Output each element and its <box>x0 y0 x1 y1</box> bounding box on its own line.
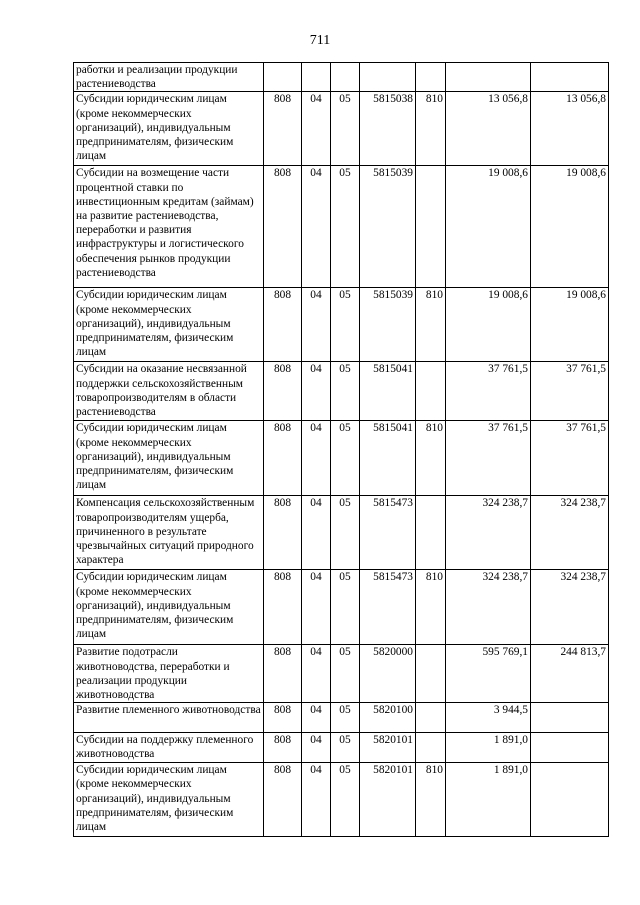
subsection-code: 05 <box>331 703 360 733</box>
row-name: Развитие подотрасли животноводства, переработки и реализации продукции животноводства <box>74 645 264 703</box>
ministry-code: 808 <box>264 166 302 288</box>
row-name: Компенсация сельскохозяйственным товаропроизводителям ущерба, причиненного в результате чрезвычайных ситуаций природного характера <box>74 496 264 570</box>
target-code: 5815473 <box>360 570 416 645</box>
row-name: Субсидии на поддержку племенного животноводства <box>74 733 264 763</box>
section-code: 04 <box>302 703 331 733</box>
subsection-code <box>331 63 360 92</box>
amount-2 <box>531 703 609 733</box>
section-code: 04 <box>302 570 331 645</box>
table-row <box>74 166 609 288</box>
expense-type-code <box>416 362 446 421</box>
target-code: 5815039 <box>360 288 416 362</box>
target-code: 5815038 <box>360 92 416 166</box>
table-row <box>74 496 609 570</box>
amount-2: 19 008,6 <box>531 288 609 362</box>
expense-type-code <box>416 733 446 763</box>
amount-2: 324 238,7 <box>531 570 609 645</box>
ministry-code: 808 <box>264 92 302 166</box>
target-code: 5815039 <box>360 166 416 288</box>
amount-2: 13 056,8 <box>531 92 609 166</box>
subsection-code: 05 <box>331 421 360 496</box>
row-name: работки и реализации продукции растениеводства <box>74 63 264 92</box>
section-code <box>302 63 331 92</box>
section-code: 04 <box>302 763 331 837</box>
table-row <box>74 645 609 703</box>
target-code: 5820101 <box>360 733 416 763</box>
expense-type-code: 810 <box>416 92 446 166</box>
amount-1: 37 761,5 <box>446 421 531 496</box>
target-code: 5815041 <box>360 421 416 496</box>
subsection-code: 05 <box>331 733 360 763</box>
section-code: 04 <box>302 92 331 166</box>
row-name: Развитие племенного животноводства <box>74 703 264 733</box>
ministry-code: 808 <box>264 288 302 362</box>
section-code: 04 <box>302 288 331 362</box>
expense-type-code <box>416 703 446 733</box>
expense-type-code <box>416 645 446 703</box>
row-name: Субсидии юридическим лицам (кроме некоммерческих организаций), индивидуальным предпринимателям, физическим лицам <box>74 570 264 645</box>
subsection-code: 05 <box>331 496 360 570</box>
table-row <box>74 421 609 496</box>
amount-1: 324 238,7 <box>446 570 531 645</box>
ministry-code: 808 <box>264 645 302 703</box>
target-code: 5820000 <box>360 645 416 703</box>
row-name: Субсидии юридическим лицам (кроме некоммерческих организаций), индивидуальным предпринимателям, физическим лицам <box>74 421 264 496</box>
expense-type-code: 810 <box>416 421 446 496</box>
expense-type-code: 810 <box>416 288 446 362</box>
subsection-code: 05 <box>331 288 360 362</box>
expense-type-code: 810 <box>416 570 446 645</box>
table-row <box>74 63 609 92</box>
section-code: 04 <box>302 166 331 288</box>
amount-2: 37 761,5 <box>531 421 609 496</box>
target-code: 5820101 <box>360 763 416 837</box>
amount-1: 1 891,0 <box>446 733 531 763</box>
amount-1: 595 769,1 <box>446 645 531 703</box>
expense-type-code: 810 <box>416 763 446 837</box>
ministry-code: 808 <box>264 496 302 570</box>
subsection-code: 05 <box>331 763 360 837</box>
ministry-code: 808 <box>264 570 302 645</box>
table-row <box>74 733 609 763</box>
ministry-code: 808 <box>264 763 302 837</box>
table-row <box>74 570 609 645</box>
amount-1: 3 944,5 <box>446 703 531 733</box>
amount-1: 1 891,0 <box>446 763 531 837</box>
table-row <box>74 703 609 733</box>
target-code: 5820100 <box>360 703 416 733</box>
amount-2: 37 761,5 <box>531 362 609 421</box>
table-row <box>74 92 609 166</box>
amount-1: 324 238,7 <box>446 496 531 570</box>
subsection-code: 05 <box>331 570 360 645</box>
section-code: 04 <box>302 733 331 763</box>
amount-2 <box>531 763 609 837</box>
amount-1 <box>446 63 531 92</box>
subsection-code: 05 <box>331 362 360 421</box>
subsection-code: 05 <box>331 166 360 288</box>
amount-2 <box>531 63 609 92</box>
table-row <box>74 362 609 421</box>
page-number: 711 <box>309 33 331 48</box>
ministry-code: 808 <box>264 421 302 496</box>
subsection-code: 05 <box>331 645 360 703</box>
section-code: 04 <box>302 421 331 496</box>
amount-2: 324 238,7 <box>531 496 609 570</box>
ministry-code: 808 <box>264 703 302 733</box>
row-name: Субсидии юридическим лицам (кроме некоммерческих организаций), индивидуальным предпринимателям, физическим лицам <box>74 288 264 362</box>
target-code: 5815473 <box>360 496 416 570</box>
target-code: 5815041 <box>360 362 416 421</box>
table-row <box>74 763 609 837</box>
amount-1: 19 008,6 <box>446 166 531 288</box>
amount-2: 19 008,6 <box>531 166 609 288</box>
ministry-code: 808 <box>264 362 302 421</box>
target-code <box>360 63 416 92</box>
amount-1: 19 008,6 <box>446 288 531 362</box>
expense-type-code <box>416 496 446 570</box>
ministry-code: 808 <box>264 733 302 763</box>
section-code: 04 <box>302 496 331 570</box>
amount-1: 37 761,5 <box>446 362 531 421</box>
amount-2 <box>531 733 609 763</box>
ministry-code <box>264 63 302 92</box>
section-code: 04 <box>302 645 331 703</box>
row-name: Субсидии юридическим лицам (кроме некоммерческих организаций), индивидуальным предпринимателям, физическим лицам <box>74 763 264 837</box>
row-name: Субсидии юридическим лицам (кроме некоммерческих организаций), индивидуальным предпринимателям, физическим лицам <box>74 92 264 166</box>
row-name: Субсидии на оказание несвязанной поддержки сельскохозяйственным товаропроизводителям в области растениеводства <box>74 362 264 421</box>
subsection-code: 05 <box>331 92 360 166</box>
table-row <box>74 288 609 362</box>
budget-table <box>73 62 609 837</box>
row-name: Субсидии на возмещение части процентной ставки по инвестиционным кредитам (займам) на развитие растениеводства, переработки и развития инфраструктуры и логистического обеспечения рынков продукции растениеводства <box>74 166 264 288</box>
expense-type-code <box>416 166 446 288</box>
section-code: 04 <box>302 362 331 421</box>
expense-type-code <box>416 63 446 92</box>
amount-1: 13 056,8 <box>446 92 531 166</box>
amount-2: 244 813,7 <box>531 645 609 703</box>
